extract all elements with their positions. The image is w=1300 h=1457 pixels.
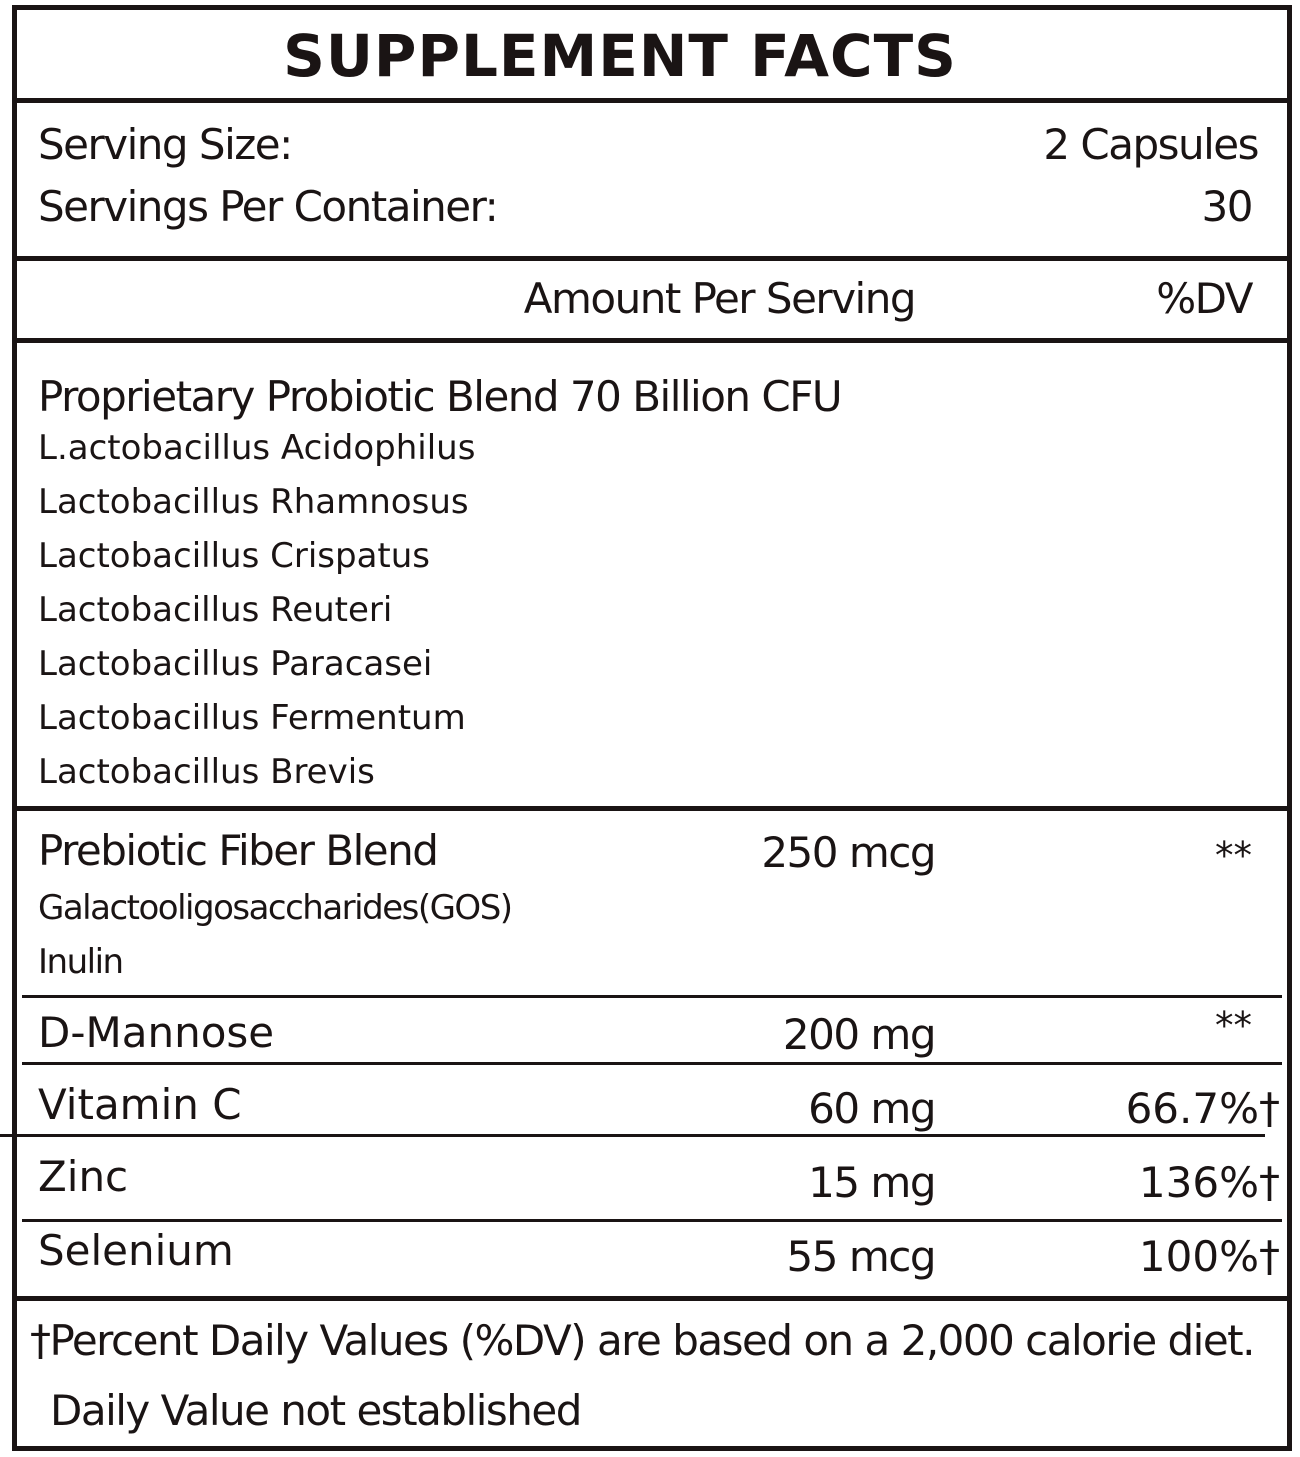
nutrient-name: Selenium [38, 1226, 234, 1275]
nutrient-amount: 60 mg [808, 1084, 935, 1133]
nutrient-dv: 136%† [1138, 1158, 1280, 1207]
footnote-double-asterisk: Daily Value not established [50, 1386, 581, 1435]
amount-per-serving-header: Amount Per Serving [523, 274, 915, 323]
nutrient-amount: 15 mg [808, 1158, 935, 1207]
nutrient-amount: 200 mg [782, 1010, 935, 1059]
probiotic-strain: Lactobacillus Paracasei [38, 644, 433, 684]
prebiotic-blend-amount: 250 mcg [761, 828, 935, 877]
nutrient-dv: 66.7%† [1125, 1084, 1280, 1133]
servings-per-container-value: 30 [1201, 182, 1252, 231]
dv-header: %DV [1156, 274, 1252, 323]
divider-vitamin-c [0, 1134, 1265, 1137]
divider-columns [12, 338, 1292, 343]
nutrient-dv: 100%† [1138, 1232, 1280, 1281]
divider-title [12, 98, 1292, 103]
divider-d-mannose [22, 1062, 1282, 1065]
nutrient-amount: 55 mcg [786, 1232, 935, 1281]
nutrient-name: Vitamin C [38, 1080, 242, 1129]
nutrient-name: Zinc [38, 1152, 129, 1201]
probiotic-strain: Lactobacillus Rhamnosus [38, 482, 469, 522]
serving-size-label: Serving Size: [38, 120, 292, 169]
prebiotic-component: Galactooligosaccharides(GOS) [38, 888, 512, 928]
serving-size-value: 2 Capsules [1043, 120, 1258, 169]
prebiotic-blend-dv: ** [1215, 834, 1252, 877]
nutrient-name: D-Mannose [38, 1008, 275, 1057]
panel-title: SUPPLEMENT FACTS [283, 22, 957, 90]
probiotic-strain: Lactobacillus Reuteri [38, 590, 393, 630]
nutrient-dv: ** [1215, 1004, 1252, 1047]
prebiotic-component: Inulin [38, 942, 123, 982]
probiotic-strain: L.actobacillus Acidophilus [38, 428, 476, 468]
divider-nutrients [12, 1296, 1292, 1301]
probiotic-strain: Lactobacillus Brevis [38, 752, 375, 792]
divider-probiotic [12, 806, 1292, 811]
servings-per-container-label: Servings Per Container: [38, 182, 498, 231]
probiotic-blend-name: Proprietary Probiotic Blend 70 Billion CFU [38, 372, 842, 421]
probiotic-strain: Lactobacillus Fermentum [38, 698, 466, 738]
prebiotic-blend-name: Prebiotic Fiber Blend [38, 826, 438, 875]
divider-zinc [22, 1219, 1282, 1222]
divider-prebiotic [22, 995, 1282, 998]
footnote-dagger: †Percent Daily Values (%DV) are based on a 2,000 calorie diet. [30, 1316, 1254, 1365]
probiotic-strain: Lactobacillus Crispatus [38, 536, 431, 576]
divider-serving [12, 256, 1292, 261]
